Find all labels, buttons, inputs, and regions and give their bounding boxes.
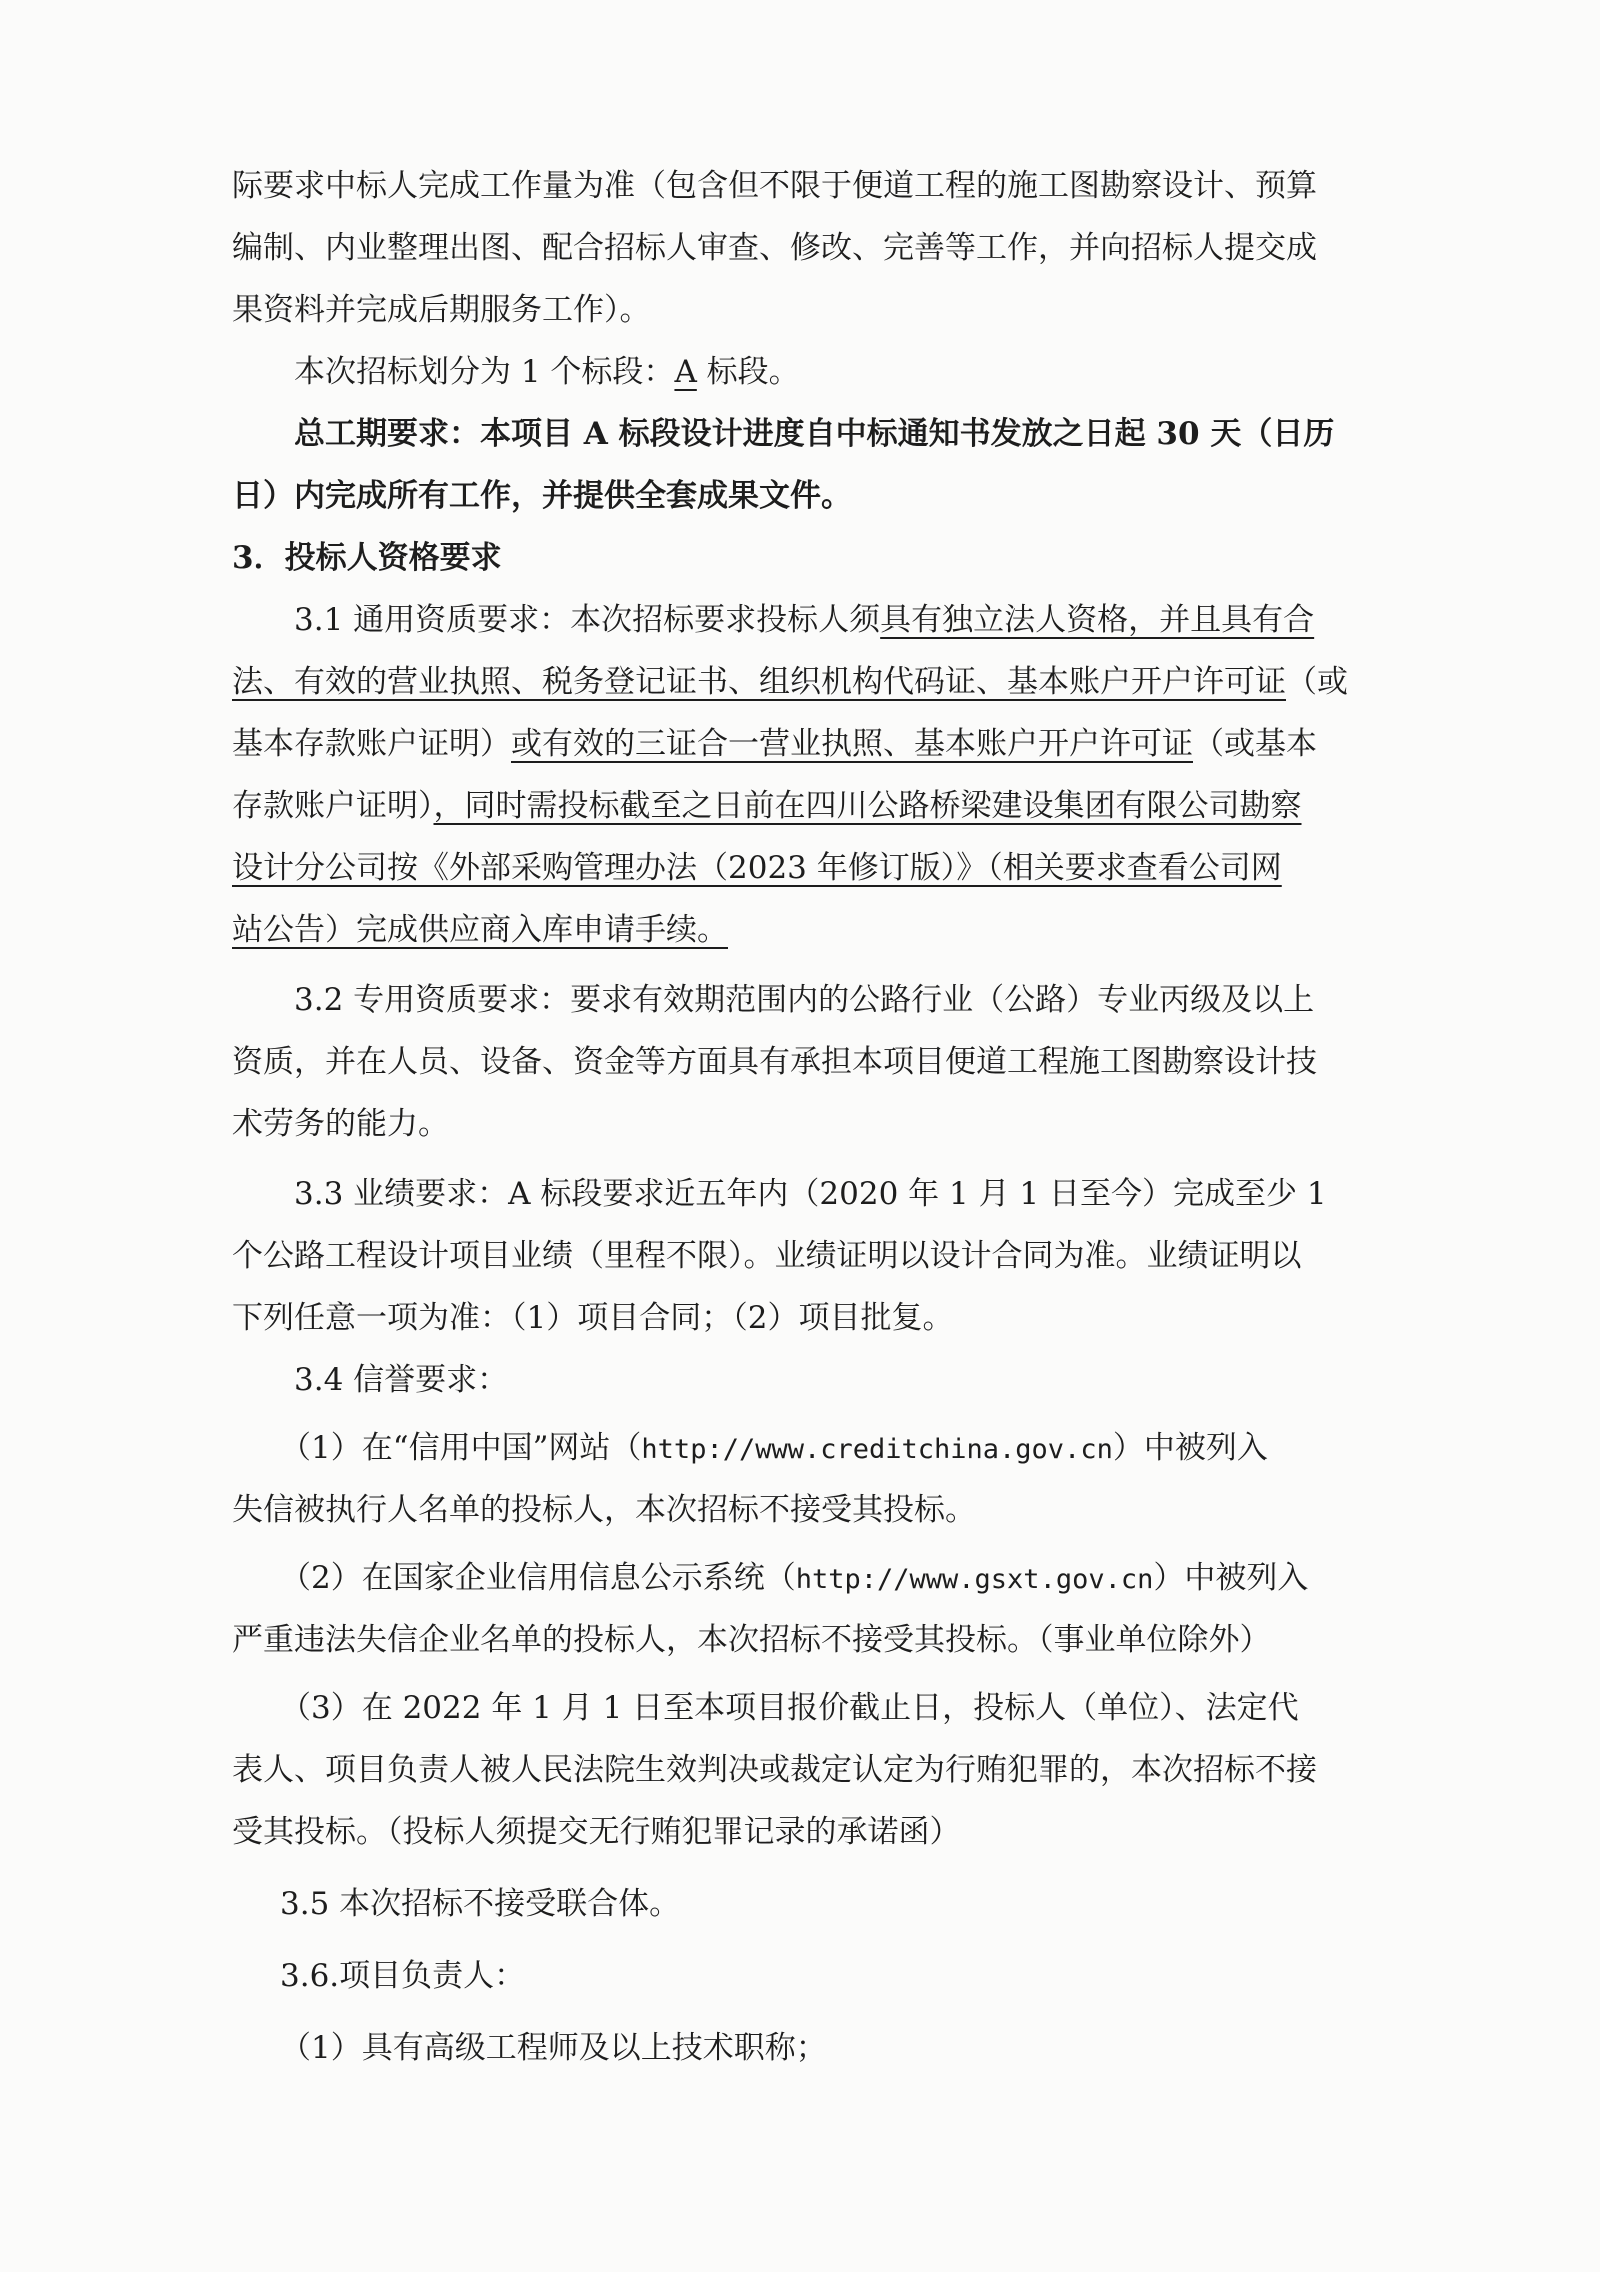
section-heading: 3．投标人资格要求 [232,540,502,576]
text-underlined: ，同时需投标截至之日前在四川公路桥梁建设集团有限公司勘察 [433,788,1302,824]
qualification-line [232,775,1382,837]
special-qualification: 术劳务的能力。 [232,1106,449,1142]
text-underlined: 具有独立法人资格，并且具有合 [880,602,1315,638]
reputation-item [232,1547,1382,1609]
text-plain: 存款账户证明） [232,788,434,824]
paragraph-line: 果资料并完成后期服务工作）。 [232,292,651,328]
section-division-line [232,341,1382,403]
paragraph-line: 际要求中标人完成工作量为准（包含但不限于便道工程的施工图勘察设计、预算 [232,168,1317,204]
paragraph-line: 编制、内业整理出图、配合招标人审查、修改、完善等工作，并向招标人提交成 [232,230,1317,266]
text-plain: （1）在“信用中国”网站（ [280,1430,642,1466]
text-plain: ）中被列入 [1112,1430,1268,1466]
duration-requirement: 日）内完成所有工作，并提供全套成果文件。 [232,478,852,514]
consortium-clause: 3.5 本次招标不接受联合体。 [280,1886,681,1922]
text-underlined: 设计分公司按《外部采购管理办法（2023 年修订版）》（相关要求查看公司网 [232,850,1282,886]
text-underlined: 法、有效的营业执照、税务登记证书、组织机构代码证、基本账户开户许可证 [232,664,1286,700]
text-underlined: 站公告）完成供应商入库申请手续。 [232,912,728,948]
special-qualification: 资质，并在人员、设备、资金等方面具有承担本项目便道工程施工图勘察设计技 [232,1044,1317,1080]
reputation-heading: 3.4 信誉要求： [294,1362,509,1398]
qualification-line [232,899,1382,961]
reputation-item: 严重违法失信企业名单的投标人，本次招标不接受其投标。（事业单位除外） [232,1622,1271,1658]
qualification-line [232,589,1382,651]
performance-requirement: 个公路工程设计项目业绩（里程不限）。业绩证明以设计合同为准。业绩证明以 [232,1238,1302,1274]
text-plain: （2）在国家企业信用信息公示系统（ [280,1560,796,1596]
lot-name: A [674,354,697,390]
qualification-line [232,837,1382,899]
gsxt-link: http://www.gsxt.gov.cn [795,1564,1154,1595]
reputation-item: 失信被执行人名单的投标人，本次招标不接受其投标。 [232,1492,976,1528]
text-plain: （或基本 [1193,726,1317,762]
text-underlined: 或有效的三证合一营业执照、基本账户开户许可证 [511,726,1193,762]
reputation-item: （3）在 2022 年 1 月 1 日至本项目报价截止日，投标人（单位）、法定代 [280,1690,1299,1726]
creditchina-link: http://www.creditchina.gov.cn [641,1434,1113,1465]
reputation-item: 表人、项目负责人被人民法院生效判决或裁定认定为行贿犯罪的，本次招标不接 [232,1752,1317,1788]
project-leader-item: （1）具有高级工程师及以上技术职称； [280,2030,827,2066]
qualification-line [232,651,1382,713]
project-leader-heading: 3.6.项目负责人： [280,1958,526,1994]
text-plain: （或 [1286,664,1348,700]
reputation-item: 受其投标。（投标人须提交无行贿犯罪记录的承诺函） [232,1814,961,1850]
division-text: 本次招标划分为 1 个标段： [294,354,675,390]
reputation-item [232,1417,1382,1479]
text-plain: ）中被列入 [1153,1560,1309,1596]
text-plain: 3.1 通用资质要求：本次招标要求投标人须 [294,602,881,638]
duration-requirement: 总工期要求：本项目 A 标段设计进度自中标通知书发放之日起 30 天（日历 [294,416,1335,452]
text-plain: 基本存款账户证明） [232,726,511,762]
division-suffix: 标段。 [696,354,800,390]
performance-requirement: 3.3 业绩要求：A 标段要求近五年内（2020 年 1 月 1 日至今）完成至少 1 [294,1176,1327,1212]
performance-requirement: 下列任意一项为准：（1）项目合同；（2）项目批复。 [232,1300,954,1336]
special-qualification: 3.2 专用资质要求：要求有效期范围内的公路行业（公路）专业丙级及以上 [294,982,1315,1018]
qualification-line [232,713,1382,775]
